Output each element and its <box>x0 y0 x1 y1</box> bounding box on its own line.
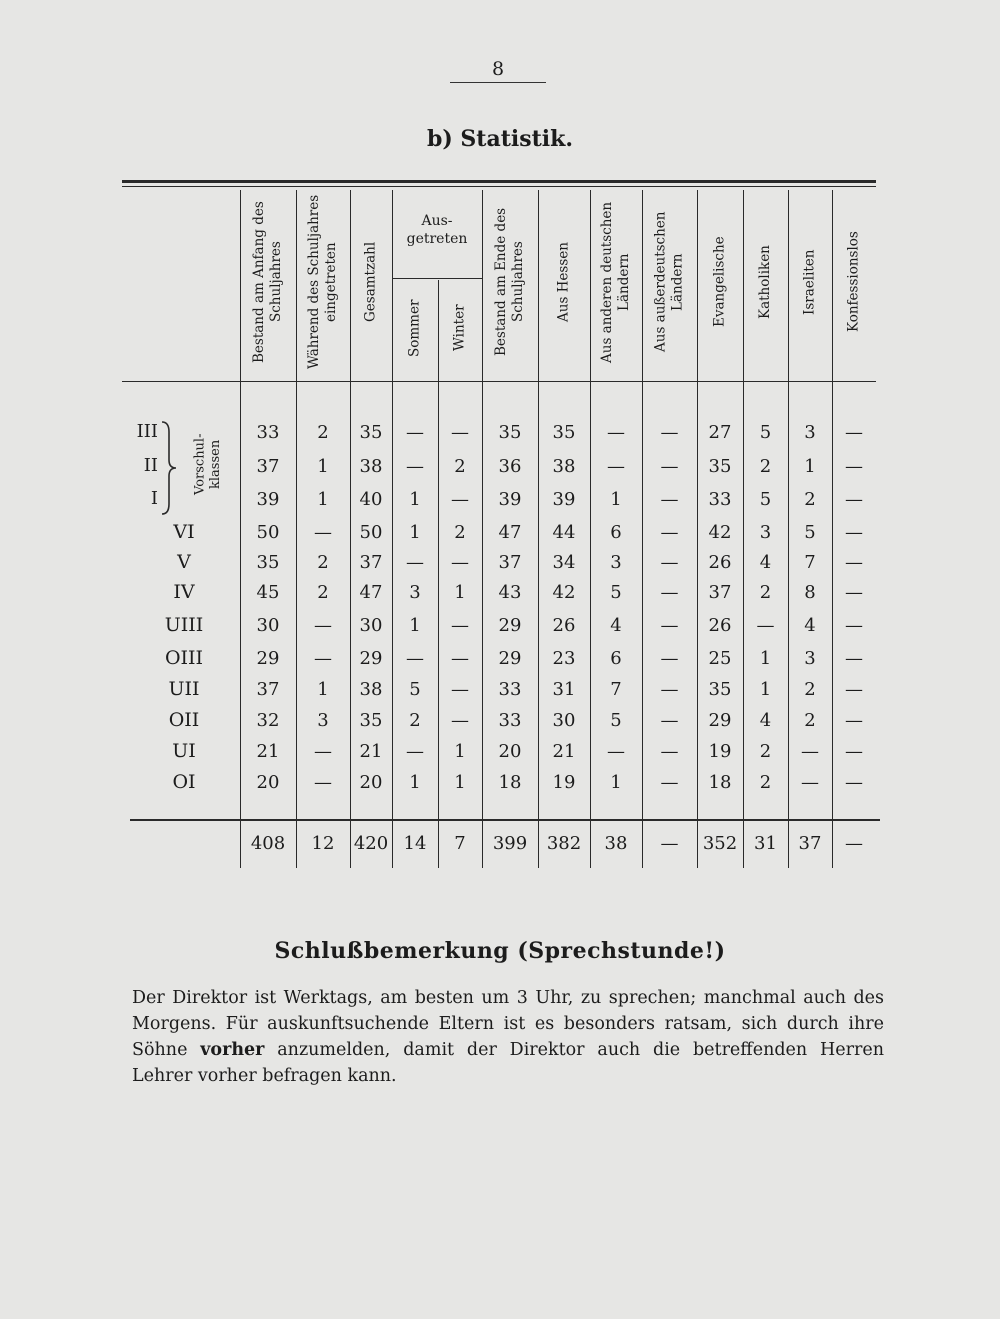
table-cell: — <box>451 489 469 510</box>
column-header: Gesamtzahl <box>362 241 379 323</box>
table-cell: 8 <box>804 582 816 603</box>
table-cell: 23 <box>552 648 576 669</box>
table-cell: — <box>756 615 775 636</box>
table-cell: 35 <box>498 422 522 443</box>
totals-top-rule <box>130 819 880 821</box>
table-cell: — <box>451 710 469 731</box>
table-cell: 37 <box>708 582 732 603</box>
table-cell: 47 <box>359 582 383 603</box>
table-cell: — <box>660 422 679 443</box>
table-cell: — <box>845 456 863 477</box>
table-cell: — <box>845 522 863 543</box>
total-cell: 37 <box>798 833 822 854</box>
table-cell: 37 <box>256 679 280 700</box>
row-label-III: III <box>136 421 158 442</box>
row-label: UIII <box>164 614 204 636</box>
table-cell: — <box>451 615 469 636</box>
table-cell: 33 <box>498 710 522 731</box>
table-cell: 38 <box>552 456 576 477</box>
table-cell: 39 <box>256 489 280 510</box>
table-cell: 21 <box>256 741 280 762</box>
header-bottom-rule <box>122 381 876 382</box>
table-cell: — <box>845 582 863 603</box>
table-cell: 44 <box>552 522 576 543</box>
table-cell: 31 <box>552 679 576 700</box>
closing-title: Schlußbemerkung (Sprechstunde!) <box>274 938 726 964</box>
total-cell: 420 <box>353 833 389 854</box>
table-cell: — <box>406 456 424 477</box>
table-cell: — <box>451 552 469 573</box>
table-cell: 29 <box>498 615 522 636</box>
total-cell: 352 <box>702 833 738 854</box>
row-label: VI <box>173 521 195 543</box>
table-cell: 5 <box>804 522 816 543</box>
table-cell: 21 <box>552 741 576 762</box>
table-cell: 33 <box>498 679 522 700</box>
table-cell: — <box>660 582 679 603</box>
total-cell: 7 <box>454 833 466 854</box>
row-label-II: II <box>143 455 158 476</box>
table-cell: 30 <box>359 615 383 636</box>
table-cell: 18 <box>708 772 732 793</box>
table-cell: 5 <box>759 422 772 443</box>
table-cell: — <box>660 741 679 762</box>
table-cell: 5 <box>610 582 622 603</box>
column-header: Winter <box>451 304 468 352</box>
row-label: OII <box>168 709 200 731</box>
table-cell: 3 <box>759 522 772 543</box>
table-cell: 35 <box>708 456 732 477</box>
table-cell: — <box>801 741 819 762</box>
table-cell: 35 <box>359 422 383 443</box>
table-cell: — <box>845 741 863 762</box>
table-cell: — <box>451 648 469 669</box>
column-header: Bestand am Ende des Schuljahres <box>493 207 526 357</box>
table-cell: 27 <box>708 422 732 443</box>
table-cell: — <box>660 710 679 731</box>
column-header: Bestand am Anfang des Schuljahres <box>251 201 284 363</box>
table-cell: — <box>406 552 424 573</box>
table-cell: 30 <box>552 710 576 731</box>
table-cell: — <box>845 422 863 443</box>
table-cell: 20 <box>359 772 383 793</box>
table-cell: — <box>406 422 424 443</box>
table-cell: 4 <box>759 710 772 731</box>
table-cell: 1 <box>610 772 622 793</box>
vorschul-label: Vorschul- klassen <box>192 433 223 495</box>
table-cell: — <box>845 772 863 793</box>
table-cell: 3 <box>804 422 816 443</box>
closing-text-bold: vorher <box>200 1040 265 1060</box>
total-cell: 31 <box>754 833 777 854</box>
row-label: OI <box>172 771 196 793</box>
column-header: Aus anderen deutschen Ländern <box>599 201 632 363</box>
table-cell: 25 <box>708 648 732 669</box>
table-cell: 26 <box>708 552 732 573</box>
column-header: Evangelische <box>711 236 728 328</box>
table-cell: 3 <box>317 710 329 731</box>
table-cell: 37 <box>256 456 280 477</box>
table-cell: 1 <box>409 772 421 793</box>
table-cell: 1 <box>610 489 622 510</box>
table-cell: 50 <box>256 522 280 543</box>
table-cell: 36 <box>498 456 522 477</box>
table-cell: — <box>451 679 469 700</box>
table-cell: 1 <box>454 582 466 603</box>
table-cell: — <box>314 648 332 669</box>
table-cell: 29 <box>498 648 522 669</box>
table-cell: 19 <box>708 741 732 762</box>
table-cell: 2 <box>454 456 466 477</box>
column-header: Israeliten <box>801 249 818 315</box>
column-header: Sommer <box>406 299 423 357</box>
closing-paragraph <box>132 985 884 1089</box>
table-cell: 37 <box>359 552 383 573</box>
table-cell: 47 <box>498 522 522 543</box>
table-cell: 39 <box>498 489 522 510</box>
table-cell: 2 <box>409 710 421 731</box>
table-cell: 1 <box>759 679 772 700</box>
table-cell: 3 <box>409 582 421 603</box>
table-cell: 35 <box>708 679 732 700</box>
table-cell: 5 <box>759 489 772 510</box>
table-cell: 26 <box>708 615 732 636</box>
table-cell: 1 <box>454 741 466 762</box>
table-cell: — <box>406 741 424 762</box>
table-cell: — <box>845 710 863 731</box>
table-cell: — <box>660 772 679 793</box>
table-cell: 4 <box>804 615 816 636</box>
table-cell: 21 <box>359 741 383 762</box>
total-cell: 38 <box>604 833 628 854</box>
table-cell: — <box>845 489 863 510</box>
table-cell: 32 <box>256 710 280 731</box>
table-cell: 20 <box>256 772 280 793</box>
table-cell: — <box>801 772 819 793</box>
table-cell: 2 <box>317 422 329 443</box>
table-top-rule-thin <box>122 186 876 187</box>
brace-icon <box>160 420 178 516</box>
table-cell: 35 <box>552 422 576 443</box>
row-label: V <box>177 551 191 573</box>
row-label: UII <box>168 678 200 700</box>
table-cell: 30 <box>256 615 280 636</box>
closing-text-part1: Der Direktor ist Werktags, am besten um 3 Uhr, zu sprechen; manchmal auch des Morgens. Für auskunftsuchende Eltern ist es besonders ratsam, sich durch ihre Söhne <box>132 988 884 1060</box>
table-cell: — <box>314 772 332 793</box>
table-cell: 1 <box>409 489 421 510</box>
table-cell: — <box>607 741 625 762</box>
table-cell: 2 <box>317 552 329 573</box>
row-label-I: I <box>150 488 158 509</box>
table-cell: 37 <box>498 552 522 573</box>
table-cell: 43 <box>498 582 522 603</box>
table-cell: 4 <box>610 615 622 636</box>
table-cell: 42 <box>708 522 732 543</box>
closing-text-part2: anzumelden, damit der Direktor auch die betreffenden Herren Lehrer vorher befragen kann. <box>132 1040 884 1086</box>
table-cell: — <box>314 615 332 636</box>
table-cell: — <box>660 615 679 636</box>
table-cell: 2 <box>759 772 772 793</box>
table-cell: — <box>406 648 424 669</box>
section-title: b) Statistik. <box>426 126 574 152</box>
table-cell: — <box>660 522 679 543</box>
table-cell: 35 <box>359 710 383 731</box>
table-cell: — <box>660 679 679 700</box>
table-cell: — <box>845 552 863 573</box>
table-cell: 39 <box>552 489 576 510</box>
table-cell: 33 <box>708 489 732 510</box>
page-number: 8 <box>450 58 546 83</box>
table-cell: 29 <box>708 710 732 731</box>
table-cell: — <box>660 489 679 510</box>
column-header: Aus außerdeutschen Ländern <box>652 211 686 353</box>
table-cell: — <box>845 679 863 700</box>
total-cell: — <box>660 833 679 854</box>
table-cell: 18 <box>498 772 522 793</box>
table-cell: 29 <box>359 648 383 669</box>
table-cell: 2 <box>317 582 329 603</box>
table-cell: 38 <box>359 679 383 700</box>
table-cell: 2 <box>759 456 772 477</box>
row-label: UI <box>172 740 196 762</box>
table-cell: 34 <box>552 552 576 573</box>
table-cell: 35 <box>256 552 280 573</box>
total-cell: 408 <box>250 833 286 854</box>
table-cell: 2 <box>759 582 772 603</box>
table-cell: — <box>314 741 332 762</box>
table-cell: 29 <box>256 648 280 669</box>
column-header: Während des Schuljahres eingetreten <box>306 194 339 370</box>
table-cell: — <box>314 522 332 543</box>
table-cell: — <box>451 422 469 443</box>
table-cell: 42 <box>552 582 576 603</box>
table-cell: 1 <box>317 456 329 477</box>
table-cell: 3 <box>610 552 622 573</box>
total-cell: 399 <box>492 833 528 854</box>
table-cell: 26 <box>552 615 576 636</box>
table-cell: 2 <box>804 679 816 700</box>
table-cell: — <box>660 552 679 573</box>
ausgetreten-group-header: Aus- getreten <box>406 213 468 248</box>
table-cell: 1 <box>804 456 816 477</box>
table-cell: 19 <box>552 772 576 793</box>
table-cell: — <box>660 456 679 477</box>
table-cell: — <box>845 648 863 669</box>
table-cell: 3 <box>804 648 816 669</box>
table-cell: 1 <box>454 772 466 793</box>
table-cell: 45 <box>256 582 280 603</box>
total-cell: 382 <box>546 833 582 854</box>
table-cell: 20 <box>498 741 522 762</box>
column-header: Katholiken <box>757 245 774 319</box>
table-cell: 2 <box>454 522 466 543</box>
table-cell: 1 <box>317 679 329 700</box>
table-cell: 7 <box>804 552 816 573</box>
table-cell: 1 <box>759 648 772 669</box>
column-header: Konfessionslos <box>845 231 862 333</box>
total-cell: 14 <box>403 833 427 854</box>
total-cell: — <box>845 833 863 854</box>
table-cell: 33 <box>256 422 280 443</box>
row-label: OIII <box>164 647 204 669</box>
table-cell: — <box>845 615 863 636</box>
table-cell: 5 <box>610 710 622 731</box>
table-cell: 6 <box>610 648 622 669</box>
ausgetreten-underline <box>392 278 482 279</box>
table-cell: 1 <box>409 522 421 543</box>
table-cell: 5 <box>409 679 421 700</box>
table-cell: 2 <box>804 710 816 731</box>
table-cell: — <box>660 648 679 669</box>
table-cell: 7 <box>610 679 622 700</box>
total-cell: 12 <box>311 833 335 854</box>
table-cell: — <box>607 422 625 443</box>
table-cell: 6 <box>610 522 622 543</box>
table-cell: 1 <box>409 615 421 636</box>
table-top-rule <box>122 180 876 183</box>
table-cell: 2 <box>759 741 772 762</box>
table-cell: — <box>607 456 625 477</box>
row-label: IV <box>173 581 195 603</box>
table-cell: 4 <box>759 552 772 573</box>
table-cell: 2 <box>804 489 816 510</box>
table-cell: 40 <box>359 489 383 510</box>
table-cell: 50 <box>359 522 383 543</box>
table-cell: 38 <box>359 456 383 477</box>
table-cell: 1 <box>317 489 329 510</box>
column-header: Aus Hessen <box>555 242 572 322</box>
